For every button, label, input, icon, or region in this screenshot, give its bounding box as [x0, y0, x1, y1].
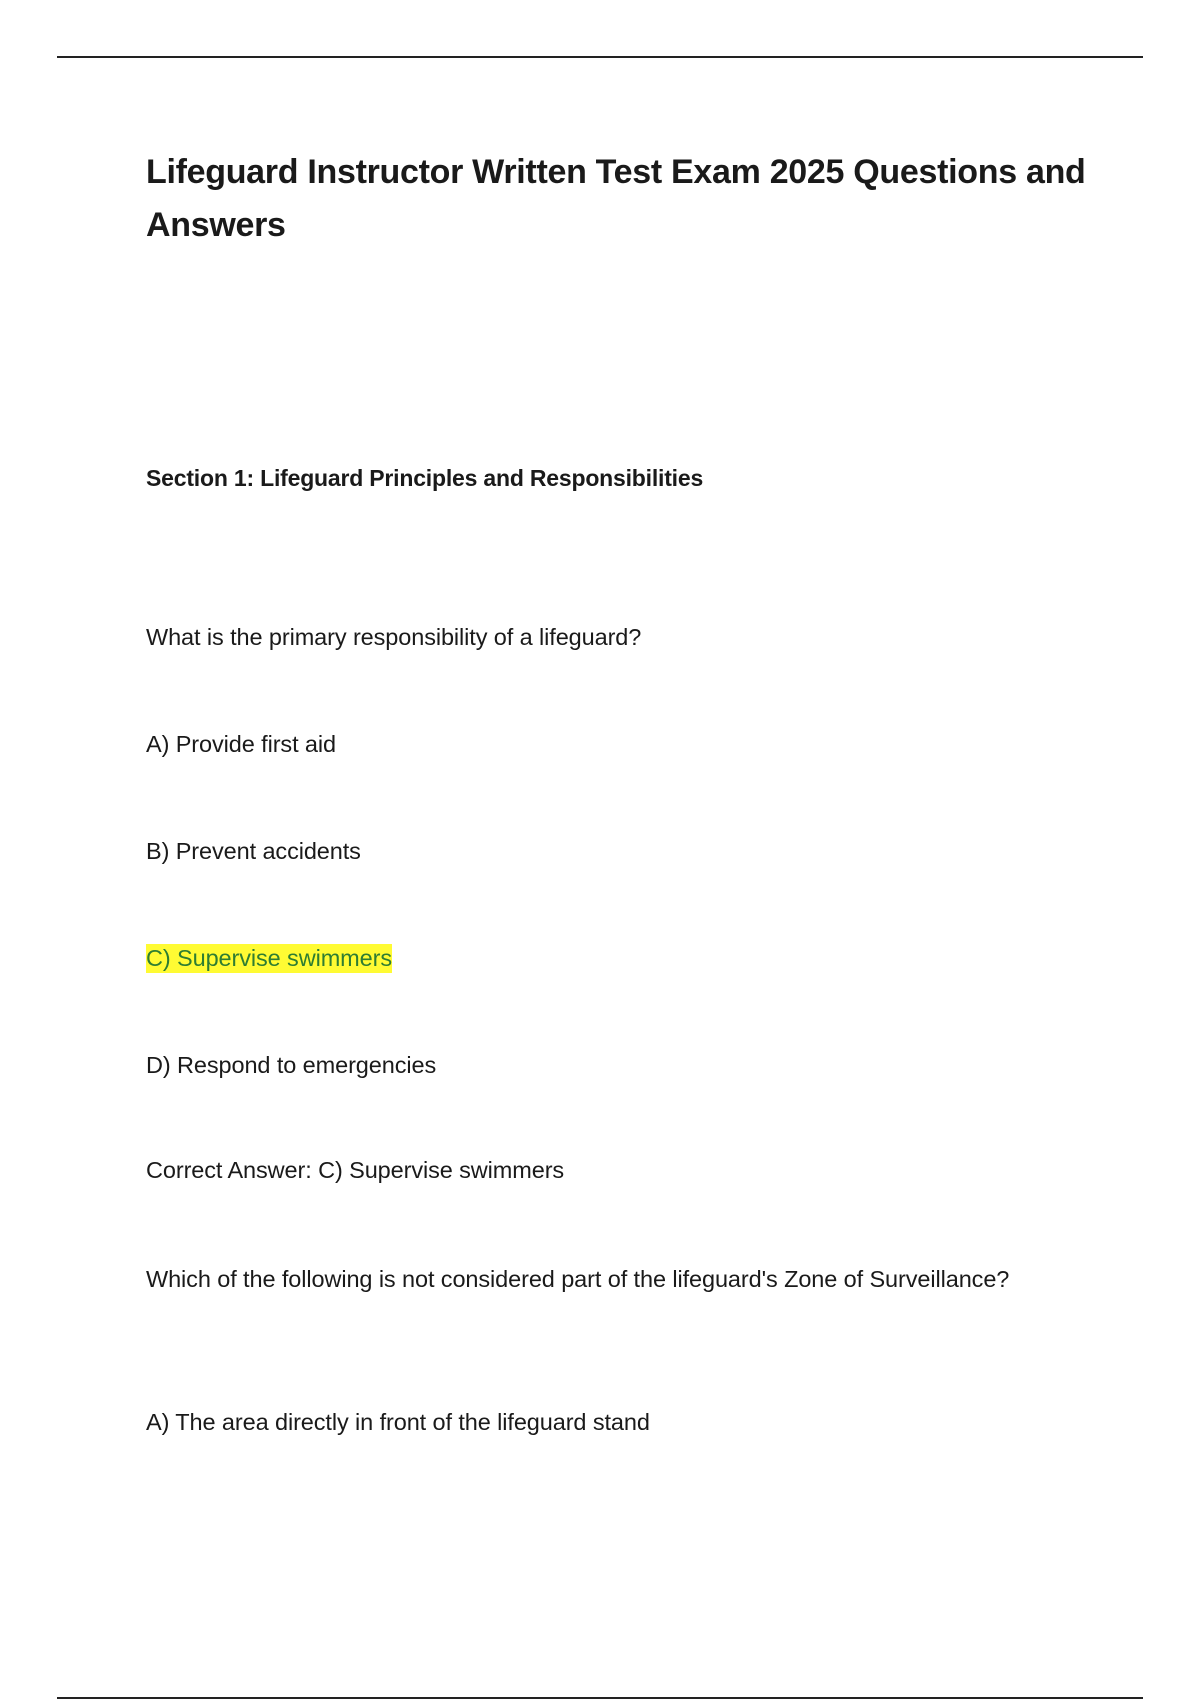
- question-2-option-a: A) The area directly in front of the lifeguard stand: [146, 1409, 650, 1435]
- question-1-text: What is the primary responsibility of a lifeguard?: [146, 624, 642, 650]
- question-1-option-c: [146, 940, 392, 976]
- question-1-correct-answer: Correct Answer: C) Supervise swimmers: [146, 1157, 565, 1183]
- footer-rule: [57, 1697, 1143, 1699]
- header-rule: [57, 56, 1143, 58]
- highlighted-answer: C) Supervise swimmers: [146, 945, 392, 971]
- question-2-text: Which of the following is not considered part of the lifeguard's Zone of Surveillance?: [146, 1266, 1010, 1292]
- question-1-option-b: B) Prevent accidents: [146, 838, 361, 864]
- question-1-option-a: A) Provide first aid: [146, 731, 336, 757]
- document-title: Lifeguard Instructor Written Test Exam 2025 Questions and Answers: [146, 153, 1086, 244]
- question-1-option-d: D) Respond to emergencies: [146, 1052, 437, 1078]
- section-heading: Section 1: Lifeguard Principles and Responsibilities: [146, 465, 704, 491]
